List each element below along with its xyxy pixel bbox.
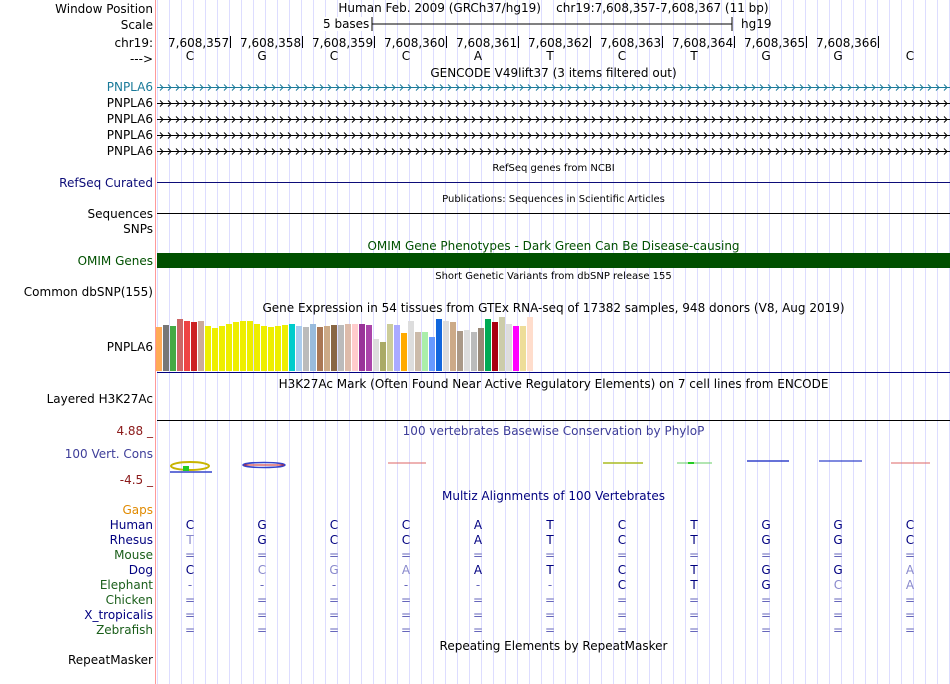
alignment-base: C bbox=[401, 518, 411, 532]
publications-track-title: Publications: Sequences in Scientific Articles bbox=[442, 194, 665, 205]
alignment-base: - bbox=[259, 578, 265, 592]
position-number: 7,608,364 bbox=[672, 36, 734, 50]
position-number: 7,608,363 bbox=[600, 36, 662, 50]
alignment-base: = bbox=[184, 623, 196, 637]
scale-value: 5 bases bbox=[323, 17, 370, 31]
position-number: 7,608,359 bbox=[312, 36, 374, 50]
alignment-base: A bbox=[905, 578, 915, 592]
alignment-base: G bbox=[761, 578, 771, 592]
alignment-base: = bbox=[400, 593, 412, 607]
alignment-base: = bbox=[184, 548, 196, 562]
species-label-dog[interactable]: Dog bbox=[128, 563, 153, 577]
alignment-base: = bbox=[832, 608, 844, 622]
reference-base[interactable]: T bbox=[690, 49, 698, 63]
species-label-rhesus[interactable]: Rhesus bbox=[109, 533, 153, 547]
alignment-base: = bbox=[832, 593, 844, 607]
alignment-base: = bbox=[256, 608, 268, 622]
species-label-x_tropicalis[interactable]: X_tropicalis bbox=[84, 608, 153, 622]
alignment-base: = bbox=[760, 608, 772, 622]
alignment-base: = bbox=[616, 593, 628, 607]
position-number: 7,608,365 bbox=[744, 36, 806, 50]
position-number: 7,608,360 bbox=[384, 36, 446, 50]
alignment-base: G bbox=[761, 533, 771, 547]
alignment-base: = bbox=[904, 593, 916, 607]
alignment-base: = bbox=[472, 623, 484, 637]
alignment-base: C bbox=[185, 563, 195, 577]
alignment-base: - bbox=[547, 578, 553, 592]
alignment-base: C bbox=[329, 518, 339, 532]
reference-base[interactable]: C bbox=[401, 49, 411, 63]
alignment-base: = bbox=[256, 548, 268, 562]
alignment-base: = bbox=[544, 608, 556, 622]
reference-base[interactable]: T bbox=[546, 49, 554, 63]
alignment-base: T bbox=[690, 578, 698, 592]
alignment-base: = bbox=[760, 548, 772, 562]
alignment-base: - bbox=[403, 578, 409, 592]
alignment-base: A bbox=[473, 563, 483, 577]
repeatmasker-track-label[interactable]: RepeatMasker bbox=[67, 653, 153, 667]
alignment-base: = bbox=[328, 623, 340, 637]
alignment-base: = bbox=[544, 593, 556, 607]
alignment-base: C bbox=[905, 533, 915, 547]
alignment-base: T bbox=[546, 533, 554, 547]
alignment-base: A bbox=[473, 518, 483, 532]
alignment-base: = bbox=[400, 623, 412, 637]
alignment-base: = bbox=[760, 623, 772, 637]
h3k27ac-track-label[interactable]: Layered H3K27Ac bbox=[46, 392, 153, 406]
alignment-base: = bbox=[904, 608, 916, 622]
alignment-base: G bbox=[833, 533, 843, 547]
alignment-base: = bbox=[616, 548, 628, 562]
conservation-track-title: 100 vertebrates Basewise Conservation by PhyloP bbox=[402, 424, 705, 438]
alignment-base: = bbox=[832, 623, 844, 637]
position-number: 7,608,361 bbox=[456, 36, 518, 50]
multiz-track-title: Multiz Alignments of 100 Vertebrates bbox=[441, 489, 666, 503]
alignment-base: C bbox=[905, 518, 915, 532]
gencode-transcript-label-5[interactable]: PNPLA6 bbox=[106, 144, 153, 158]
alignment-base: C bbox=[329, 533, 339, 547]
alignment-base: = bbox=[688, 548, 700, 562]
window-position-label: Window Position bbox=[55, 2, 153, 16]
alignment-base: = bbox=[616, 608, 628, 622]
reference-base[interactable]: C bbox=[905, 49, 915, 63]
reference-base[interactable]: G bbox=[833, 49, 843, 63]
alignment-base: = bbox=[472, 548, 484, 562]
alignment-base: C bbox=[617, 563, 627, 577]
species-label-elephant[interactable]: Elephant bbox=[99, 578, 153, 592]
alignment-base: = bbox=[400, 548, 412, 562]
alignment-base: = bbox=[760, 593, 772, 607]
position-number: 7,608,358 bbox=[240, 36, 302, 50]
alignment-base: = bbox=[904, 548, 916, 562]
alignment-base: = bbox=[472, 593, 484, 607]
alignment-base: C bbox=[257, 563, 267, 577]
species-label-chicken[interactable]: Chicken bbox=[105, 593, 153, 607]
cons-max-label: 4.88 _ bbox=[116, 424, 153, 438]
scale-assembly: hg19 bbox=[741, 17, 772, 31]
alignment-base: G bbox=[257, 518, 267, 532]
gencode-transcript-label-1[interactable]: PNPLA6 bbox=[106, 80, 153, 94]
alignment-base: T bbox=[690, 533, 698, 547]
alignment-base: C bbox=[617, 518, 627, 532]
alignment-base: G bbox=[257, 533, 267, 547]
omim-track-label[interactable]: OMIM Genes bbox=[77, 254, 153, 268]
alignment-base: = bbox=[400, 608, 412, 622]
alignment-base: G bbox=[329, 563, 339, 577]
alignment-base: C bbox=[833, 578, 843, 592]
alignment-base: = bbox=[328, 548, 340, 562]
alignment-base: = bbox=[832, 548, 844, 562]
alignment-base: = bbox=[616, 623, 628, 637]
alignment-base: A bbox=[905, 563, 915, 577]
gencode-track-title: GENCODE V49lift37 (3 items filtered out) bbox=[430, 66, 677, 80]
alignment-base: = bbox=[544, 548, 556, 562]
reference-base[interactable]: G bbox=[761, 49, 771, 63]
gencode-transcript-label-2[interactable]: PNPLA6 bbox=[106, 96, 153, 110]
conservation-track-label[interactable]: 100 Vert. Cons bbox=[64, 447, 153, 461]
alignment-base: = bbox=[688, 608, 700, 622]
alignment-base: C bbox=[617, 533, 627, 547]
alignment-base: G bbox=[761, 563, 771, 577]
alignment-base: C bbox=[617, 578, 627, 592]
repeatmasker-track-title: Repeating Elements by RepeatMasker bbox=[439, 639, 668, 653]
alignment-base: - bbox=[475, 578, 481, 592]
gtex-track-title: Gene Expression in 54 tissues from GTEx RNA-seq of 17382 samples, 948 donors (V8, Aug 2019) bbox=[262, 301, 845, 315]
window-position-value: Human Feb. 2009 (GRCh37/hg19) chr19:7,608,357-7,608,367 (11 bp) bbox=[338, 1, 769, 15]
alignment-base: G bbox=[833, 563, 843, 577]
refseq-track-label[interactable]: RefSeq Curated bbox=[59, 176, 153, 190]
cons-min-label: -4.5 _ bbox=[119, 473, 153, 487]
gencode-transcript-label-3[interactable]: PNPLA6 bbox=[106, 112, 153, 126]
position-number: 7,608,366 bbox=[816, 36, 878, 50]
alignment-base: A bbox=[473, 533, 483, 547]
dbsnp-track-label[interactable]: Common dbSNP(155) bbox=[23, 285, 153, 299]
species-label-human[interactable]: Human bbox=[109, 518, 153, 532]
alignment-base: = bbox=[544, 623, 556, 637]
alignment-base: - bbox=[331, 578, 337, 592]
alignment-base: = bbox=[184, 593, 196, 607]
reference-base[interactable]: G bbox=[257, 49, 267, 63]
species-label-mouse[interactable]: Mouse bbox=[114, 548, 153, 562]
snps-track-label[interactable]: SNPs bbox=[123, 222, 153, 236]
omim-track-title: OMIM Gene Phenotypes - Dark Green Can Be Disease-causing bbox=[367, 239, 740, 253]
chrom-label: chr19: bbox=[114, 36, 153, 50]
alignment-base: - bbox=[187, 578, 193, 592]
alignment-base: = bbox=[688, 593, 700, 607]
alignment-base: C bbox=[401, 533, 411, 547]
alignment-base: G bbox=[761, 518, 771, 532]
alignment-base: = bbox=[256, 593, 268, 607]
alignment-base: = bbox=[256, 623, 268, 637]
alignment-base: A bbox=[401, 563, 411, 577]
alignment-base: = bbox=[328, 593, 340, 607]
alignment-base: T bbox=[546, 518, 554, 532]
position-number: 7,608,357 bbox=[168, 36, 230, 50]
alignment-base: G bbox=[833, 518, 843, 532]
reference-base[interactable]: C bbox=[329, 49, 339, 63]
h3k27ac-track-title: H3K27Ac Mark (Often Found Near Active Regulatory Elements) on 7 cell lines from ENCODE bbox=[278, 377, 829, 391]
gaps-label[interactable]: Gaps bbox=[122, 503, 153, 517]
refseq-track-title: RefSeq genes from NCBI bbox=[492, 163, 615, 174]
alignment-base: T bbox=[690, 563, 698, 577]
alignment-base: = bbox=[328, 608, 340, 622]
alignment-base: T bbox=[186, 533, 194, 547]
species-label-zebrafish[interactable]: Zebrafish bbox=[96, 623, 153, 637]
alignment-base: T bbox=[690, 518, 698, 532]
reference-base[interactable]: C bbox=[185, 49, 195, 63]
scale-label: Scale bbox=[120, 18, 153, 32]
alignment-base: = bbox=[472, 608, 484, 622]
reference-base[interactable]: C bbox=[617, 49, 627, 63]
strand-arrow-label: ---> bbox=[129, 52, 153, 66]
reference-base[interactable]: A bbox=[473, 49, 483, 63]
gtex-track-label[interactable]: PNPLA6 bbox=[106, 340, 153, 354]
alignment-base: T bbox=[546, 563, 554, 577]
alignment-base: = bbox=[688, 623, 700, 637]
position-number: 7,608,362 bbox=[528, 36, 590, 50]
gencode-transcript-label-4[interactable]: PNPLA6 bbox=[106, 128, 153, 142]
dbsnp-track-title: Short Genetic Variants from dbSNP release 155 bbox=[435, 271, 672, 282]
alignment-base: = bbox=[184, 608, 196, 622]
publications-track-label[interactable]: Sequences bbox=[87, 207, 153, 221]
alignment-base: C bbox=[185, 518, 195, 532]
alignment-base: = bbox=[904, 623, 916, 637]
